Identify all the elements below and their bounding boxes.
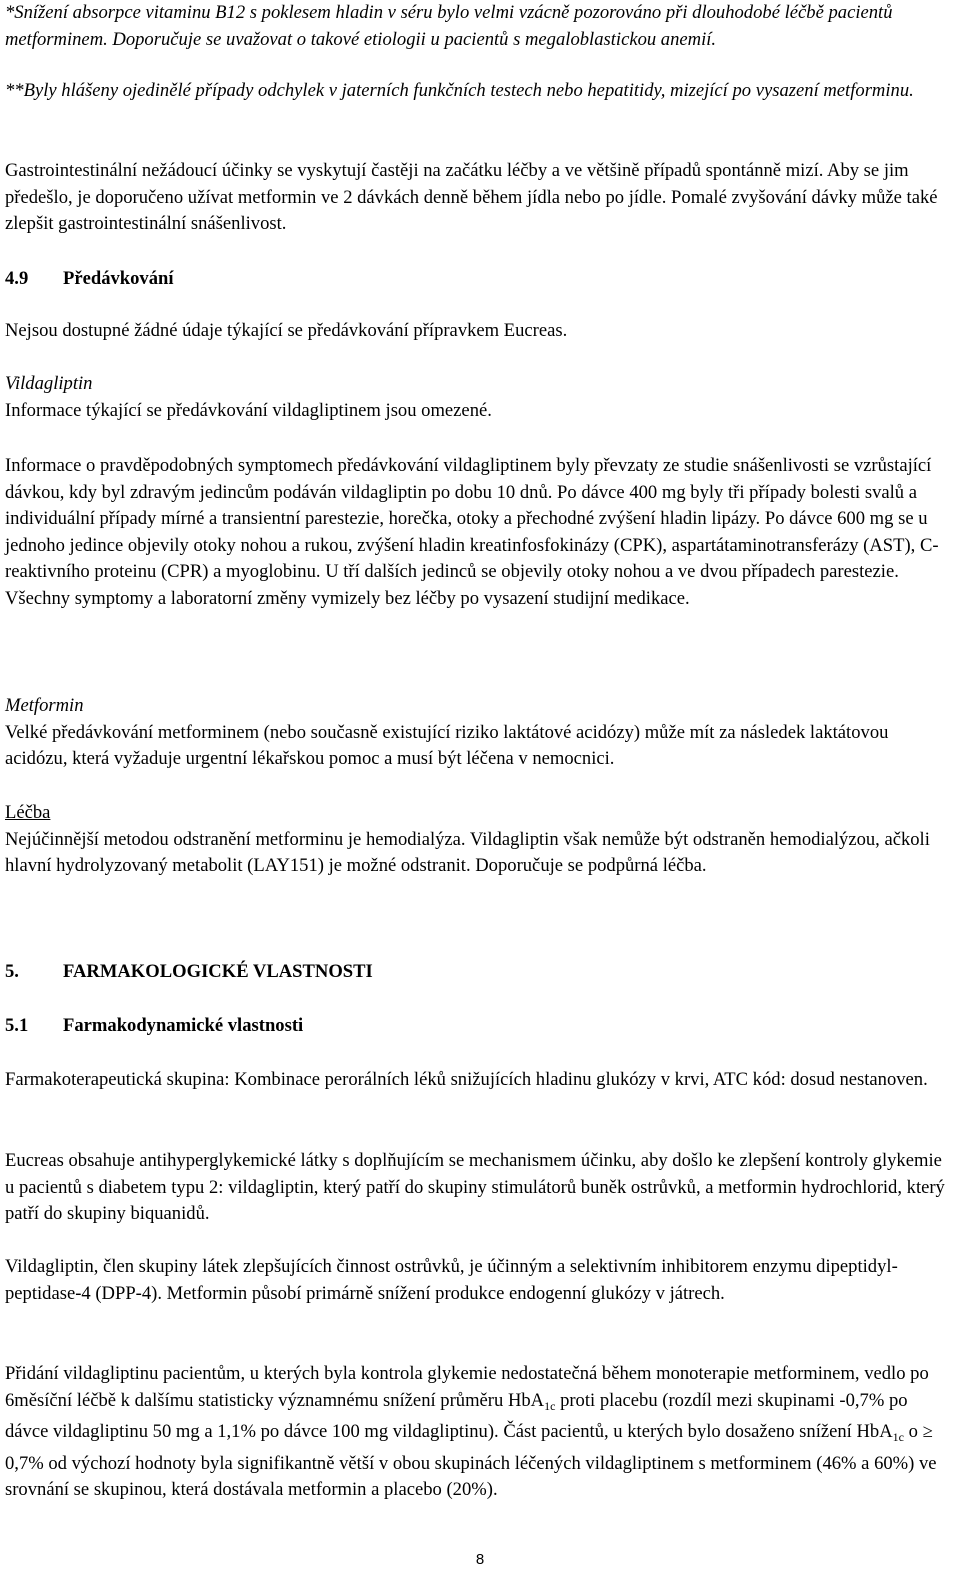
text-fragment: Přidání vildagliptinu pacientům, u kterých byla kontrola glykemie nedostatečná během monoterapie metforminem, vedlo po 6měsíční léčbě k dalšímu statisticky významnému snížení průměru HbA	[5, 1363, 929, 1411]
footnote-b12: *Snížení absorpce vitaminu B12 s poklesem hladin v séru bylo velmi vzácně pozorováno při dlouhodobé léčbě pacientů metforminem. Doporučuje se uvažovat o takové etiologii u pacientů s megaloblastickou anemií.	[5, 2, 893, 50]
section-number: 5.1	[5, 1015, 29, 1036]
section-heading-5	[5, 959, 953, 986]
treatment-block	[5, 800, 953, 880]
text-fragment: o ≥ 0,7% od výchozí hodnoty byla signifikantně větší v obou skupinách léčených vildagliptinem s metforminem (46% a 60%) ve srovnání se skupinou, která dostávala metformin a placebo (20%).	[5, 1421, 937, 1501]
paragraph-mechanism: Eucreas obsahuje antihyperglykemické látky s doplňujícím se mechanismem účinku, aby došlo ke zlepšení kontroly glykemie u pacientů s diabetem typu 2: vildagliptin, který patří do skupiny stimulátorů buněk ostrůvků, a metformin hydrochlorid, který patří do skupiny biquanidů.	[5, 1150, 945, 1225]
paragraph-overdose-symptoms: Informace o pravděpodobných symptomech předávkování vildagliptinem byly převzaty ze studie snášenlivosti se vzrůstající dávkou, kdy byl zdravým jedincům podáván vildagliptin po dobu 10 dnů. Po dávce 400 mg byly tři případy bolesti svalů a individuální případy mírné a transientní parestezie, horečka, otoky a přechodné zvýšení hladin lipázy. Po dávce 600 mg se u jednoho jedince objevily otoky nohou a rukou, zvýšení hladin kreatinfosfokinázy (CPK), aspartátaminotransferázy (AST), C-reaktivního proteinu (CPR) a myoglobinu. U tří dalších jedinců se objevily otoky nohou a ve dvou případech parestezie. Všechny symptomy a laboratorní změny vymizely bez léčby po vysazení studijní medikace.	[5, 455, 939, 609]
page-number: 8	[475, 1551, 485, 1568]
subheading-metformin: Metformin	[5, 695, 84, 716]
paragraph-dpp4: Vildagliptin, člen skupiny látek zlepšujících činnost ostrůvků, je účinným a selektivním inhibitorem enzymu dipeptidyl-peptidase-4 (DPP-4). Metformin působí primárně snížení produkce endogenní glukózy v játrech.	[5, 1256, 898, 1304]
subscript: 1c	[892, 1430, 904, 1445]
vildagliptin-block	[5, 371, 953, 424]
subheading-treatment: Léčba	[5, 802, 51, 823]
subheading-vildagliptin: Vildagliptin	[5, 373, 93, 394]
footnote-hepatitis: **Byly hlášeny ojedinělé případy odchylek v jaterních funkčních testech nebo hepatitidy, mizející po vysazení metforminu.	[5, 80, 914, 101]
vildagliptin-info-line: Informace týkající se předávkování vildagliptinem jsou omezené.	[5, 399, 492, 421]
section-title: Farmakodynamické vlastnosti	[63, 1015, 304, 1036]
section-number: 4.9	[5, 268, 29, 289]
paragraph-clinical-results	[5, 1361, 953, 1504]
metformin-overdose-text: Velké předávkování metforminem (nebo současně existující riziko laktátové acidózy) může mít za následek laktátovou acidózu, která vyžaduje urgentní lékařskou pomoc a musí být léčena v nemocnici.	[5, 721, 889, 770]
section-heading-4-9	[5, 266, 953, 293]
paragraph-no-data: Nejsou dostupné žádné údaje týkající se předávkování přípravkem Eucreas.	[5, 320, 568, 341]
section-title: FARMAKOLOGICKÉ VLASTNOSTI	[63, 961, 373, 982]
subscript: 1c	[544, 1398, 556, 1413]
paragraph-gi-effects: Gastrointestinální nežádoucí účinky se vyskytují častěji na začátku léčby a ve většině případů spontánně mizí. Aby se jim předešlo, je doporučeno užívat metformin ve 2 dávkách denně během jídla nebo po jídle. Pomalé zvyšování dávky může také zlepšit gastrointestinální snášenlivost.	[5, 160, 938, 235]
section-heading-5-1	[5, 1013, 953, 1040]
text-fragment: proti placebu (rozdíl mezi skupinami -0,7% po dávce vildagliptinu 50 mg a 1,1% po dávce 100 mg vildagliptinu). Část pacientů, u kterých bylo dosaženo snížení HbA	[5, 1389, 908, 1443]
metformin-block	[5, 693, 953, 773]
paragraph-pharmacotherapeutic-group: Farmakoterapeutická skupina: Kombinace perorálních léků snižujících hladinu glukózy v krvi, ATC kód: dosud nestanoven.	[5, 1069, 928, 1090]
section-number: 5.	[5, 961, 19, 982]
treatment-text: Nejúčinnější metodou odstranění metforminu je hemodialýza. Vildagliptin však nemůže být odstraněn hemodialýzou, ačkoli hlavní hydrolyzovaný metabolit (LAY151) je možné odstranit. Doporučuje se podpůrná léčba.	[5, 828, 930, 877]
section-title: Předávkování	[63, 268, 174, 289]
